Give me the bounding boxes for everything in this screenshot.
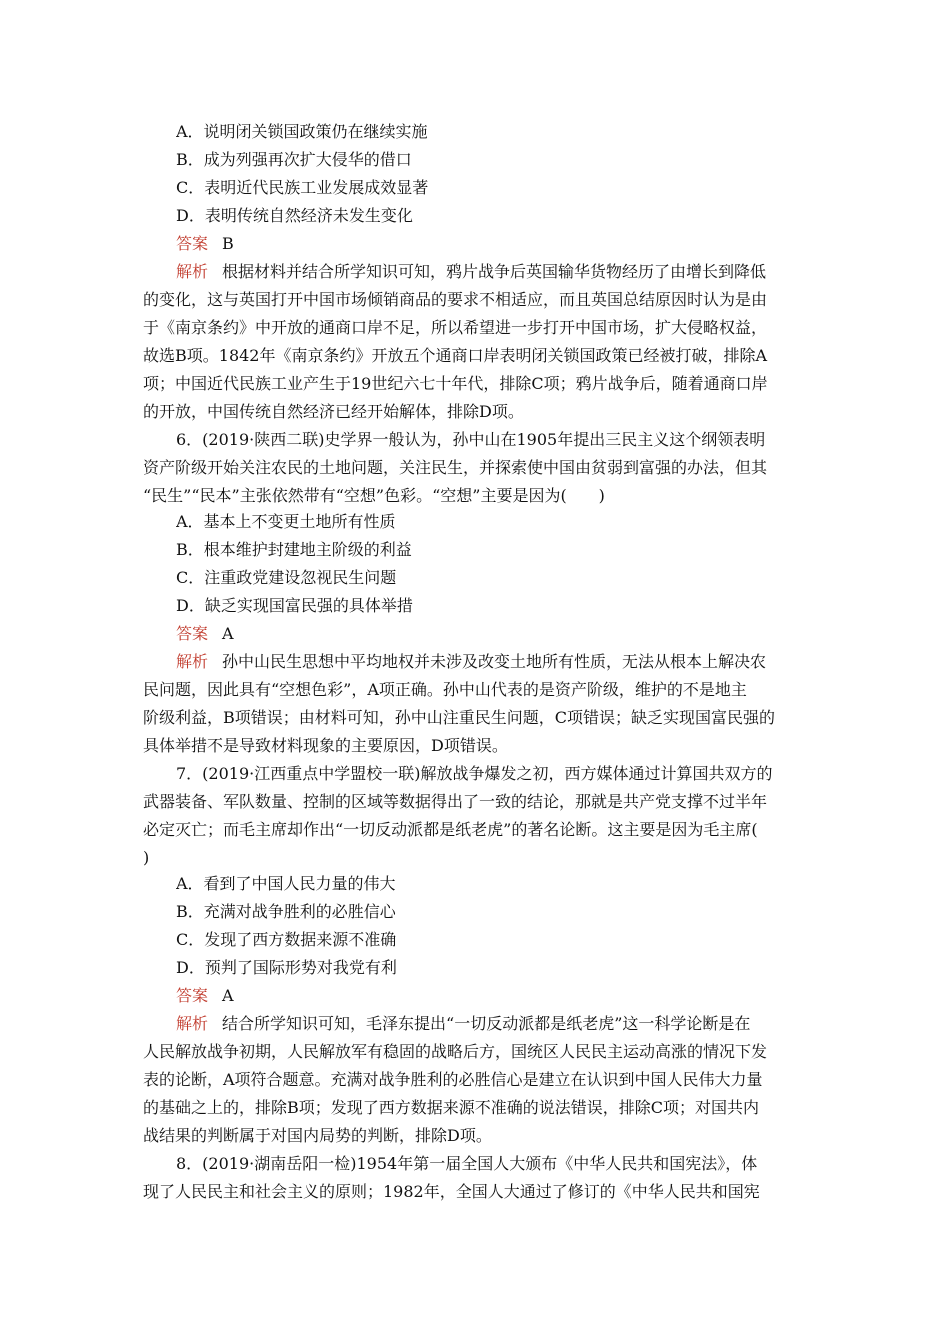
- q5-analysis-line: 的开放，中国传统自然经济已经开始解体，排除D项。: [143, 402, 524, 421]
- q5-option-b: B．成为列强再次扩大侵华的借口: [176, 150, 412, 169]
- q5-option-c: C．表明近代民族工业发展成效显著: [176, 178, 429, 197]
- analysis-text: 根据材料并结合所学知识可知，鸦片战争后英国输华货物经历了由增长到降低: [222, 262, 767, 281]
- q7-analysis-line: 表的论断，A项符合题意。充满对战争胜利的必胜信心是建立在认识到中国人民伟大力量: [143, 1070, 763, 1089]
- q5-analysis-first-line: [176, 262, 807, 282]
- analysis-label: 解析: [176, 262, 209, 281]
- answer-label: 答案: [176, 986, 209, 1005]
- q7-stem-line: 武器装备、军队数量、控制的区域等数据得出了一致的结论，那就是共产党支撑不过半年: [143, 792, 768, 811]
- q6-answer: [176, 624, 807, 644]
- analysis-label: 解析: [176, 1014, 209, 1033]
- q6-analysis-line: 民问题，因此具有“空想色彩”，A项正确。孙中山代表的是资产阶级，维护的不是地主: [143, 680, 747, 699]
- answer-label: 答案: [176, 234, 209, 253]
- q6-analysis-line: 具体举措不是导致材料现象的主要原因，D项错误。: [143, 736, 508, 755]
- answer-value: A: [222, 986, 234, 1005]
- q7-analysis-first-line: [176, 1014, 807, 1034]
- q7-answer: [176, 986, 807, 1006]
- analysis-label: 解析: [176, 652, 209, 671]
- q7-analysis-line: 战结果的判断属于对国内局势的判断，排除D项。: [143, 1126, 492, 1145]
- q7-stem-line: ): [143, 848, 150, 867]
- q6-option-a: A．基本上不变更土地所有性质: [176, 512, 396, 531]
- q7-analysis-line: 人民解放战争初期，人民解放军有稳固的战略后方，国统区人民民主运动高涨的情况下发: [143, 1042, 768, 1061]
- q7-option-d: D．预判了国际形势对我党有利: [176, 958, 397, 977]
- q5-analysis-line: 的变化，这与英国打开中国市场倾销商品的要求不相适应，而且英国总结原因时认为是由: [143, 290, 768, 309]
- analysis-text: 结合所学知识可知，毛泽东提出“一切反动派都是纸老虎”这一科学论断是在: [222, 1014, 751, 1033]
- q5-analysis-line: 故选B项。1842年《南京条约》开放五个通商口岸表明闭关锁国政策已经被打破，排除A: [143, 346, 768, 365]
- q5-analysis-line: 于《南京条约》中开放的通商口岸不足，所以希望进一步打开中国市场，扩大侵略权益，: [143, 318, 768, 337]
- q7-analysis-line: 的基础之上的，排除B项；发现了西方数据来源不准确的说法错误，排除C项；对国共内: [143, 1098, 760, 1117]
- q6-option-c: C．注重政党建设忽视民生问题: [176, 568, 397, 587]
- q6-stem-line: 资产阶级开始关注农民的土地问题，关注民生，并探索使中国由贫弱到富强的办法，但其: [143, 458, 768, 477]
- q6-option-d: D．缺乏实现国富民强的具体举措: [176, 596, 413, 615]
- q6-option-b: B．根本维护封建地主阶级的利益: [176, 540, 412, 559]
- q7-stem-line: 7．(2019·江西重点中学盟校一联)解放战争爆发之初，西方媒体通过计算国共双方的: [176, 764, 773, 783]
- q7-option-b: B．充满对战争胜利的必胜信心: [176, 902, 396, 921]
- q8-stem-line: 现了人民民主和社会主义的原则；1982年，全国人大通过了修订的《中华人民共和国宪: [143, 1182, 760, 1201]
- q5-option-a: A．说明闭关锁国政策仍在继续实施: [176, 122, 428, 141]
- q6-analysis-first-line: [176, 652, 807, 672]
- q5-analysis-line: 项；中国近代民族工业产生于19世纪六七十年代，排除C项；鸦片战争后，随着通商口岸: [143, 374, 768, 393]
- q6-stem-line: 6．(2019·陕西二联)史学界一般认为，孙中山在1905年提出三民主义这个纲领表明: [176, 430, 766, 449]
- answer-label: 答案: [176, 624, 209, 643]
- q7-stem-line: 必定灭亡；而毛主席却作出“一切反动派都是纸老虎”的著名论断。这主要是因为毛主席(: [143, 820, 758, 839]
- q5-answer: [176, 234, 807, 254]
- answer-value: B: [222, 234, 234, 253]
- q6-analysis-line: 阶级利益，B项错误；由材料可知，孙中山注重民生问题，C项错误；缺乏实现国富民强的: [143, 708, 776, 727]
- q8-stem-line: 8．(2019·湖南岳阳一检)1954年第一届全国人大颁布《中华人民共和国宪法》，体: [176, 1154, 758, 1173]
- q6-stem-line: “民生”“民本”主张依然带有“空想”色彩。“空想”主要是因为( ): [143, 486, 605, 505]
- answer-value: A: [222, 624, 234, 643]
- q5-option-d: D．表明传统自然经济未发生变化: [176, 206, 413, 225]
- q7-option-a: A．看到了中国人民力量的伟大: [176, 874, 396, 893]
- q7-option-c: C．发现了西方数据来源不准确: [176, 930, 397, 949]
- analysis-text: 孙中山民生思想中平均地权并未涉及改变土地所有性质，无法从根本上解决农: [222, 652, 767, 671]
